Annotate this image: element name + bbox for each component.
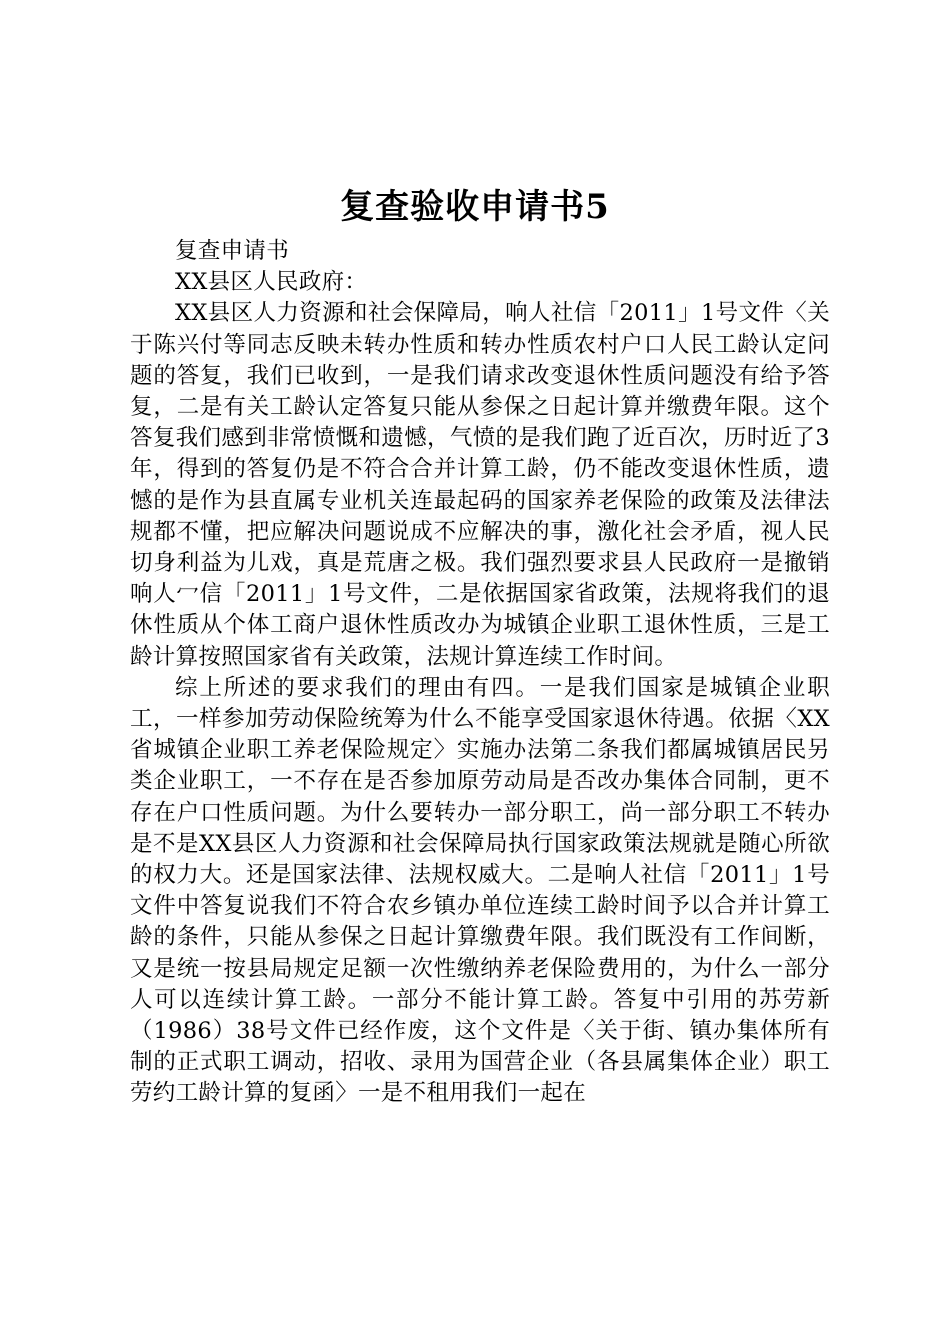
body-paragraph: 综上所述的要求我们的理由有四。一是我们国家是城镇企业职工，一样参加劳动保险统筹为什么不能享受国家退休待遇。依据〈XX省城镇企业职工养老保险规定〉实施办法第二条我们都属城镇居民另类企业职工，一不存在是否参加原劳动局是否改办集体合同制，更不存在户口性质问题。为什么要转办一部分职工，尚一部分职工不转办是不是XX县区人力资源和社会保障局执行国家政策法规就是随心所欲的权力大。还是国家法律、法规权威大。二是响人社信「2011」1号文件中答复说我们不符合农乡镇办单位连续工龄时间予以合并计算工龄的条件，只能从参保之日起计算缴费年限。我们既没有工作间断，又是统一按县局规定足额一次性缴纳养老保险费用的，为什么一部分人可以连续计算工龄。一部分不能计算工龄。答复中引用的苏劳新（1986）38号文件已经作废，这个文件是〈关于街、镇办集体所有制的正式职工调动，招收、录用为国营企业（各县属集体企业）职工劳约工龄计算的复函〉一是不租用我们一起在 xyxy=(130,674,830,1107)
document-heading-line: 复查申请书 xyxy=(175,238,290,264)
document-body xyxy=(130,236,830,1110)
addressee-line: XX县区人民政府： xyxy=(175,269,368,296)
body-paragraph: XX县区人力资源和社会保障局，响人社信「2011」1号文件〈关于陈兴付等同志反映未转办性质和转办性质农村户口人民工龄认定问题的答复，我们已收到，一是我们请求改变退休性质问题没有给予答复，二是有关工龄认定答复只能从参保之日起计算并缴费年限。这个答复我们感到非常愤慨和遗憾，气愤的是我们跑了近百次，历时近了3年，得到的答复仍是不符合合并计算工龄，仍不能改变退休性质，遗憾的是作为县直属专业机关连最起码的国家养老保险的政策及法律法规都不懂，把应解决问题说成不应解决的事，激化社会矛盾，视人民切身利益为儿戏，真是荒唐之极。我们强烈要求县人民政府一是撤销响人冖信「2011」1号文件，二是依据国家省政策，法规将我们的退休性质从个体工商户退休性质改办为城镇企业职工退休性质，三是工龄计算按照国家省有关政策，法规计算连续工作时间。 xyxy=(130,300,830,670)
document-title: 复查验收申请书5 xyxy=(340,187,610,227)
